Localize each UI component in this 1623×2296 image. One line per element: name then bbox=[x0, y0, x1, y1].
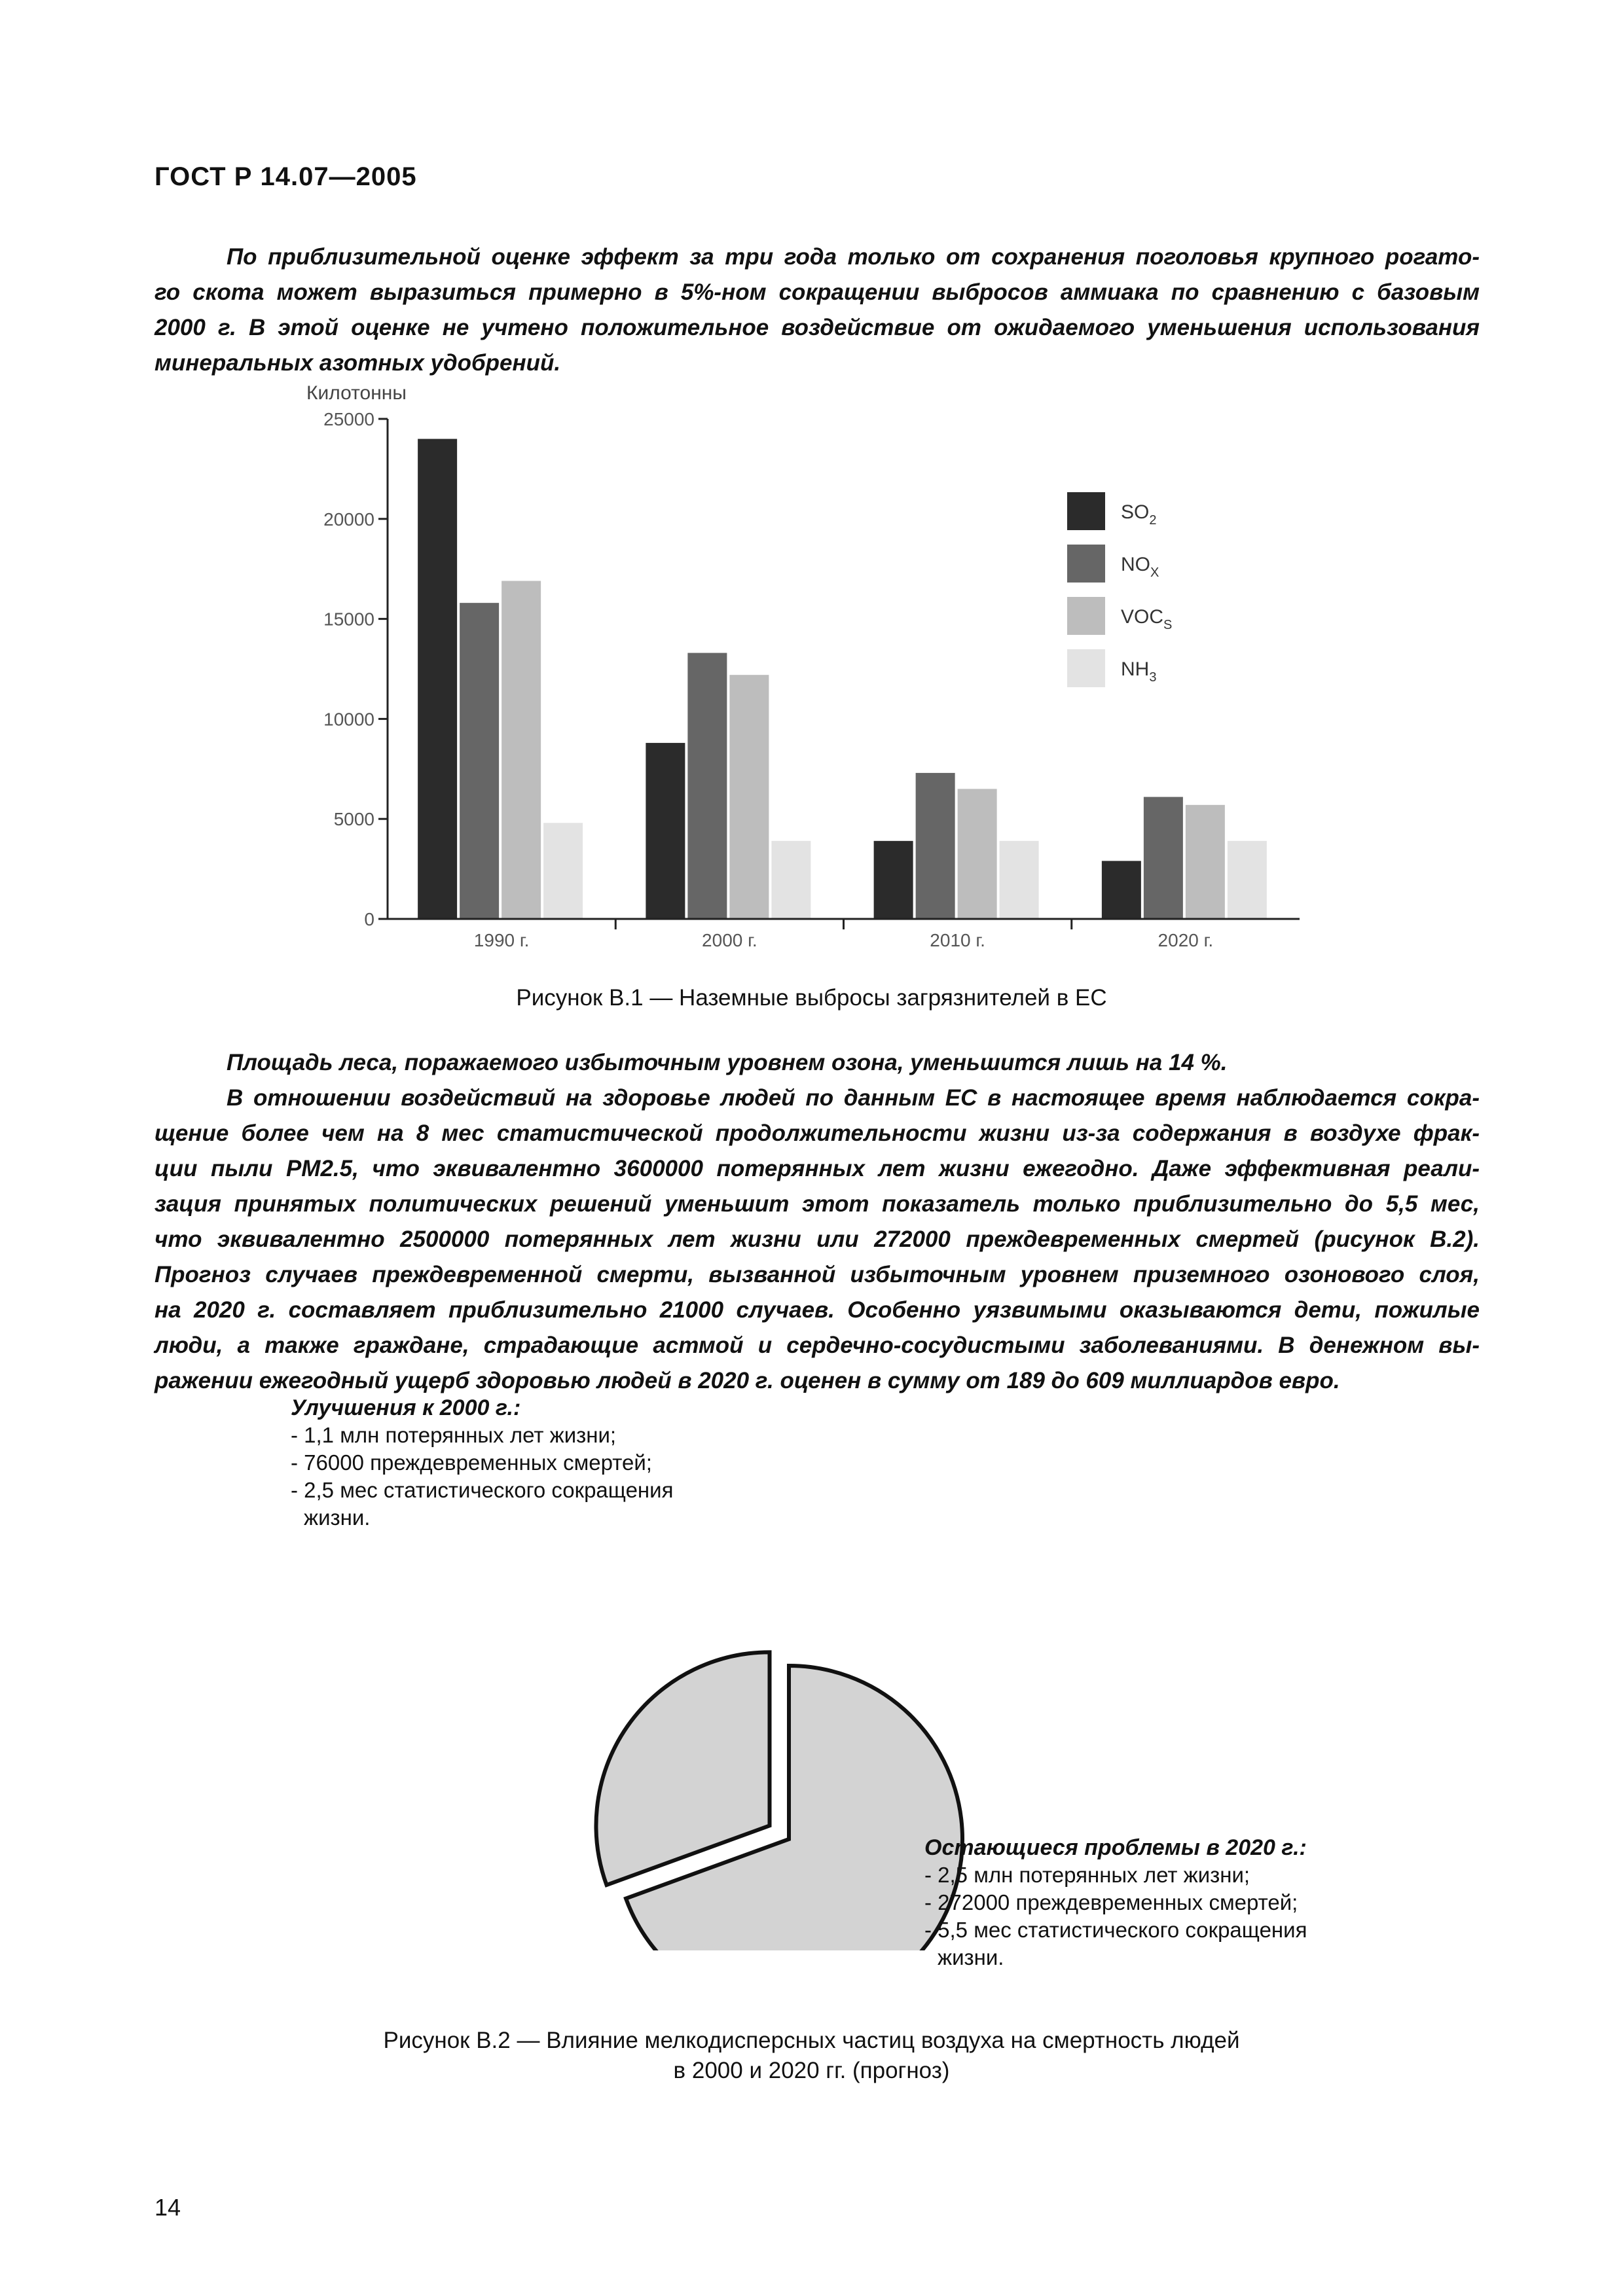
remaining-note bbox=[924, 1834, 1307, 1971]
page-number: 14 bbox=[155, 2194, 181, 2221]
chart-bar bbox=[874, 841, 913, 919]
chart-bar bbox=[543, 823, 583, 919]
chart-bar bbox=[1102, 861, 1141, 919]
chart-y-tick-label: 20000 bbox=[323, 509, 374, 529]
chart-bar bbox=[1000, 841, 1039, 919]
chart-legend-label: $SO_2$ bbox=[1121, 501, 1157, 528]
chart-bar bbox=[916, 773, 955, 919]
remaining-item: - 2,5 млн потерянных лет жизни; bbox=[924, 1863, 1250, 1887]
improvements-item: жизни. bbox=[304, 1505, 371, 1530]
chart-y-axis-label: Килотонны bbox=[306, 382, 407, 404]
chart-legend-label: $VOC_S$ bbox=[1121, 606, 1173, 632]
chart-x-tick-label: 1990 г. bbox=[473, 930, 530, 950]
body-line: щение более чем на 8 мес статистической продолжительности жизни из-за содержания в воздухе фрак- bbox=[155, 1121, 1480, 1146]
body-line: что эквивалентно 2500000 потерянных лет жизни или 272000 преждевременных смертей (рисунок В.2). bbox=[155, 1227, 1480, 1252]
chart-legend-swatch bbox=[1067, 597, 1105, 635]
figure-1-caption: Рисунок В.1 — Наземные выбросы загрязнителей в ЕС bbox=[516, 985, 1107, 1011]
body-line: В отношении воздействий на здоровье людей по данным ЕС в настоящее время наблюдается сокра- bbox=[227, 1085, 1480, 1111]
chart-bar bbox=[418, 439, 457, 919]
chart-bar bbox=[729, 675, 769, 919]
chart-x-tick-label: 2000 г. bbox=[702, 930, 757, 950]
improvements-item: - 2,5 мес статистического сокращения bbox=[291, 1478, 674, 1502]
body-line: люди, а также граждане, страдающие астмой и сердечно-сосудистыми заболеваниями. В денежном вы- bbox=[155, 1333, 1480, 1358]
chart-x-tick-label: 2010 г. bbox=[930, 930, 985, 950]
chart-legend-label: $NO_X$ bbox=[1121, 554, 1159, 580]
chart-bar bbox=[501, 581, 541, 919]
mortality-pie-chart bbox=[0, 1492, 1623, 1950]
figure-2-caption bbox=[0, 2026, 1623, 2086]
intro-line: 2000 г. В этой оценке не учтено положительное воздействие от ожидаемого уменьшения использования bbox=[155, 315, 1480, 340]
chart-y-tick-label: 5000 bbox=[333, 809, 374, 830]
chart-legend-swatch bbox=[1067, 649, 1105, 687]
chart-bar bbox=[1144, 797, 1183, 919]
intro-line: минеральных азотных удобрений. bbox=[155, 350, 561, 376]
chart-bar bbox=[771, 841, 811, 919]
chart-bar bbox=[687, 653, 727, 919]
chart-legend-swatch bbox=[1067, 492, 1105, 530]
chart-bar bbox=[646, 743, 685, 919]
improvements-item: - 76000 преждевременных смертей; bbox=[291, 1450, 652, 1475]
remaining-title: Остающиеся проблемы в 2020 г.: bbox=[924, 1835, 1307, 1860]
body-line: Прогноз случаев преждевременной смерти, вызванной избыточным уровнем приземного озонового слоя, bbox=[155, 1262, 1480, 1287]
body-line: на 2020 г. составляет приблизительно 21000 случаев. Особенно уязвимыми оказываются дети, пожилые bbox=[155, 1297, 1480, 1323]
intro-line: По приблизительной оценке эффект за три года только от сохранения поголовья крупного рогато- bbox=[227, 244, 1480, 270]
chart-y-tick-label: 10000 bbox=[323, 709, 374, 730]
chart-x-tick-label: 2020 г. bbox=[1158, 930, 1214, 950]
chart-y-tick-label: 0 bbox=[364, 909, 374, 929]
pie-slice-improvements-2000 bbox=[596, 1652, 770, 1885]
improvements-item: - 1,1 млн потерянных лет жизни; bbox=[291, 1423, 617, 1447]
figure-2-caption-line: Рисунок В.2 — Влияние мелкодисперсных частиц воздуха на смертность людей bbox=[383, 2028, 1240, 2053]
body-line: Площадь леса, поражаемого избыточным уровнем озона, уменьшится лишь на 14 %. bbox=[227, 1050, 1228, 1075]
remaining-item: - 272000 преждевременных смертей; bbox=[924, 1890, 1298, 1914]
remaining-item: - 5,5 мес статистического сокращения bbox=[924, 1918, 1307, 1942]
body-line: ражении ежегодный ущерб здоровью людей в 2020 г. оценен в сумму от 189 до 609 миллиардов евро. bbox=[155, 1368, 1340, 1393]
figure-2-caption-line: в 2000 и 2020 гг. (прогноз) bbox=[673, 2058, 950, 2083]
body-paragraph bbox=[155, 1045, 1480, 1399]
chart-legend-label: $NH_3$ bbox=[1121, 658, 1157, 685]
intro-line: го скота может выразиться примерно в 5%-ном сокращении выбросов аммиака по сравнению с базовым bbox=[155, 279, 1480, 305]
chart-bar bbox=[958, 789, 997, 919]
emissions-bar-chart bbox=[0, 0, 1623, 982]
document-header: ГОСТ Р 14.07—2005 bbox=[155, 162, 417, 191]
chart-legend-swatch bbox=[1067, 545, 1105, 583]
chart-bar bbox=[460, 603, 499, 919]
remaining-item: жизни. bbox=[938, 1945, 1004, 1969]
chart-bar bbox=[1228, 841, 1267, 919]
body-line: ции пыли PM2.5, что эквивалентно 3600000 потерянных лет жизни ежегодно. Даже эффективная реали- bbox=[155, 1156, 1480, 1181]
chart-bar bbox=[1186, 805, 1225, 919]
chart-y-tick-label: 15000 bbox=[323, 609, 374, 630]
improvements-title: Улучшения к 2000 г.: bbox=[291, 1395, 521, 1420]
chart-y-tick-label: 25000 bbox=[323, 409, 374, 429]
body-line: зация принятых политических решений уменьшит этот показатель только приблизительно до 5,5 мес, bbox=[155, 1191, 1480, 1217]
